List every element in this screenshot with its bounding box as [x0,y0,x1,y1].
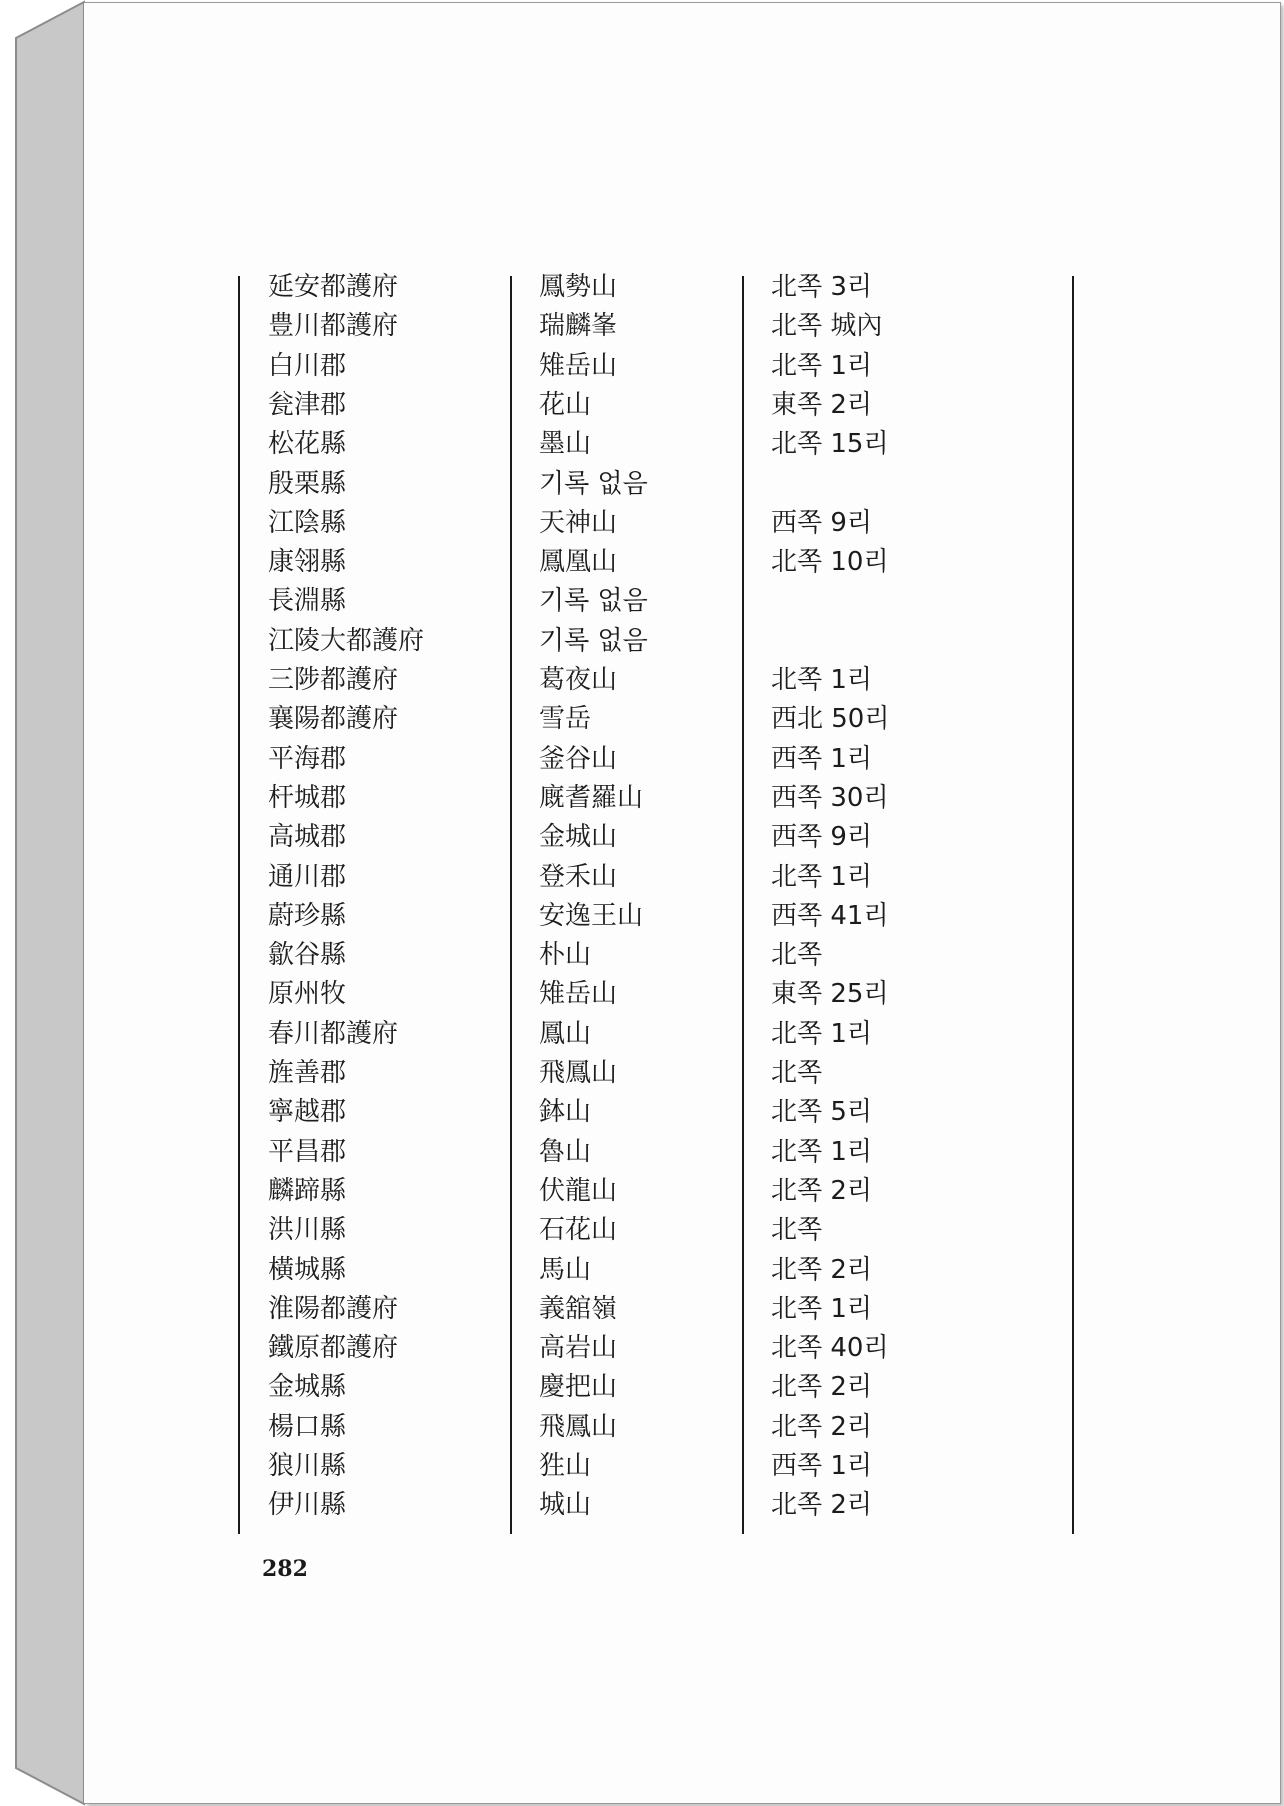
place-cell: 春川都護府 [268,1018,399,1049]
mountain-cell: 朴山 [539,940,592,971]
mountain-cell: 雪岳 [539,704,592,735]
mountain-cell: 鳳山 [539,1018,592,1049]
direction-cell: 西쪽 1리 [771,743,873,774]
direction-cell: 東쪽 2리 [771,389,873,420]
table-row [0,1133,1284,1172]
place-cell: 淮陽都護府 [268,1293,399,1324]
table-row [0,543,1284,582]
table-row [0,818,1284,857]
table-row [0,1054,1284,1093]
mountain-cell: 기록 없음 [539,625,648,656]
direction-cell: 西쪽 41리 [771,900,889,931]
place-cell: 長淵縣 [268,586,347,617]
place-cell: 洪川縣 [268,1215,347,1246]
direction-cell: 北쪽 1리 [771,861,873,892]
table-row [0,1290,1284,1329]
place-cell: 江陰縣 [268,507,347,538]
place-cell: 襄陽都護府 [268,704,399,735]
place-cell: 伊川縣 [268,1490,347,1521]
direction-cell: 北쪽 1리 [771,1136,873,1167]
mountain-cell: 鳳凰山 [539,547,618,578]
place-cell: 平昌郡 [268,1136,347,1167]
mountain-cell: 慶把山 [539,1372,618,1403]
direction-cell: 北쪽 1리 [771,1018,873,1049]
mountain-cell: 雉岳山 [539,979,618,1010]
mountain-cell: 鳳勢山 [539,272,618,302]
mountain-cell: 釜谷山 [539,743,618,774]
direction-cell: 北쪽 [771,1215,823,1246]
direction-cell: 西쪽 9리 [771,822,873,853]
place-cell: 金城縣 [268,1372,347,1403]
place-cell: 瓮津郡 [268,389,347,420]
table-row [0,582,1284,621]
mountain-cell: 飛鳳山 [539,1411,618,1442]
mountain-cell: 鉢山 [539,1097,592,1128]
direction-cell: 北쪽 1리 [771,350,873,381]
direction-cell: 西쪽 30리 [771,782,889,813]
table-row [0,1172,1284,1211]
mountain-cell: 花山 [539,389,592,420]
mountain-cell: 魯山 [539,1136,592,1167]
table-row [0,936,1284,975]
table-row [0,779,1284,818]
place-cell: 白川郡 [268,350,347,381]
mountain-cell: 安逸王山 [539,900,644,931]
place-cell: 高城郡 [268,822,347,853]
direction-cell: 北쪽 3리 [771,272,873,302]
table-row [0,504,1284,543]
mountain-cell: 義舘嶺 [539,1293,618,1324]
direction-cell: 北쪽 城內 [771,311,883,342]
table-row [0,1015,1284,1054]
table-row [0,1329,1284,1368]
table-row [0,740,1284,779]
mountain-cell: 飛鳳山 [539,1058,618,1088]
place-cell: 狼川縣 [268,1451,347,1481]
place-cell: 康翎縣 [268,547,347,578]
table-row [0,975,1284,1014]
table-row [0,1486,1284,1525]
table-row [0,622,1284,661]
place-cell: 歙谷縣 [268,940,347,971]
direction-cell: 北쪽 5리 [771,1097,873,1128]
table-row [0,661,1284,700]
mountain-cell: 城山 [539,1490,592,1521]
direction-cell: 北쪽 1리 [771,665,873,695]
mountain-cell: 馬山 [539,1254,592,1285]
place-cell: 通川郡 [268,861,347,892]
table-row [0,1408,1284,1447]
place-cell: 蔚珍縣 [268,900,347,931]
direction-cell: 北쪽 2리 [771,1411,873,1442]
mountain-cell: 기록 없음 [539,586,648,617]
direction-cell: 北쪽 15리 [771,429,889,460]
place-cell: 楊口縣 [268,1411,347,1442]
page-number: 282 [262,1556,308,1582]
direction-cell: 北쪽 1리 [771,1293,873,1324]
place-cell: 鐵原都護府 [268,1333,399,1364]
table-row [0,1093,1284,1132]
direction-cell: 西北 50리 [771,704,890,735]
table-row [0,700,1284,739]
mountain-cell: 廐耆羅山 [539,782,644,813]
mountain-cell: 瑞麟峯 [539,311,618,342]
place-cell: 原州牧 [268,979,347,1010]
direction-cell: 西쪽 1리 [771,1451,873,1481]
direction-cell: 北쪽 2리 [771,1372,873,1403]
place-cell: 橫城縣 [268,1254,347,1285]
mountain-cell: 伏龍山 [539,1175,618,1206]
place-cell: 寧越郡 [268,1097,347,1128]
table-row [0,1211,1284,1250]
table-row [0,858,1284,897]
direction-cell: 北쪽 2리 [771,1254,873,1285]
direction-cell: 東쪽 25리 [771,979,889,1010]
mountain-cell: 石花山 [539,1215,618,1246]
table-row [0,1251,1284,1290]
mountain-cell: 雉岳山 [539,350,618,381]
mountain-cell: 登禾山 [539,861,618,892]
table-row [0,897,1284,936]
place-cell: 江陵大都護府 [268,625,425,656]
direction-cell: 北쪽 10리 [771,547,889,578]
place-cell: 三陟都護府 [268,665,399,695]
direction-cell: 北쪽 [771,940,823,971]
mountain-cell: 기록 없음 [539,468,648,499]
place-cell: 殷栗縣 [268,468,347,499]
direction-cell: 北쪽 2리 [771,1175,873,1206]
mountain-cell: 葛夜山 [539,665,618,695]
direction-cell: 北쪽 2리 [771,1490,873,1521]
mountain-cell: 狌山 [539,1451,592,1481]
table-row [0,425,1284,464]
table-row [0,347,1284,386]
place-cell: 松花縣 [268,429,347,460]
mountain-cell: 墨山 [539,429,592,460]
table-row [0,465,1284,504]
table-row [0,1447,1284,1486]
place-cell: 延安都護府 [268,272,399,302]
place-cell: 平海郡 [268,743,347,774]
place-cell: 豊川都護府 [268,311,399,342]
table-row [0,1368,1284,1407]
direction-cell: 西쪽 9리 [771,507,873,538]
direction-cell: 北쪽 40리 [771,1333,889,1364]
direction-cell: 北쪽 [771,1058,823,1088]
place-cell: 旌善郡 [268,1058,347,1088]
table-row [0,268,1284,307]
place-cell: 麟蹄縣 [268,1175,347,1206]
place-cell: 杆城郡 [268,782,347,813]
mountain-cell: 金城山 [539,822,618,853]
mountain-cell: 高岩山 [539,1333,618,1364]
mountain-cell: 天神山 [539,507,618,538]
table-row [0,307,1284,346]
table-row [0,386,1284,425]
